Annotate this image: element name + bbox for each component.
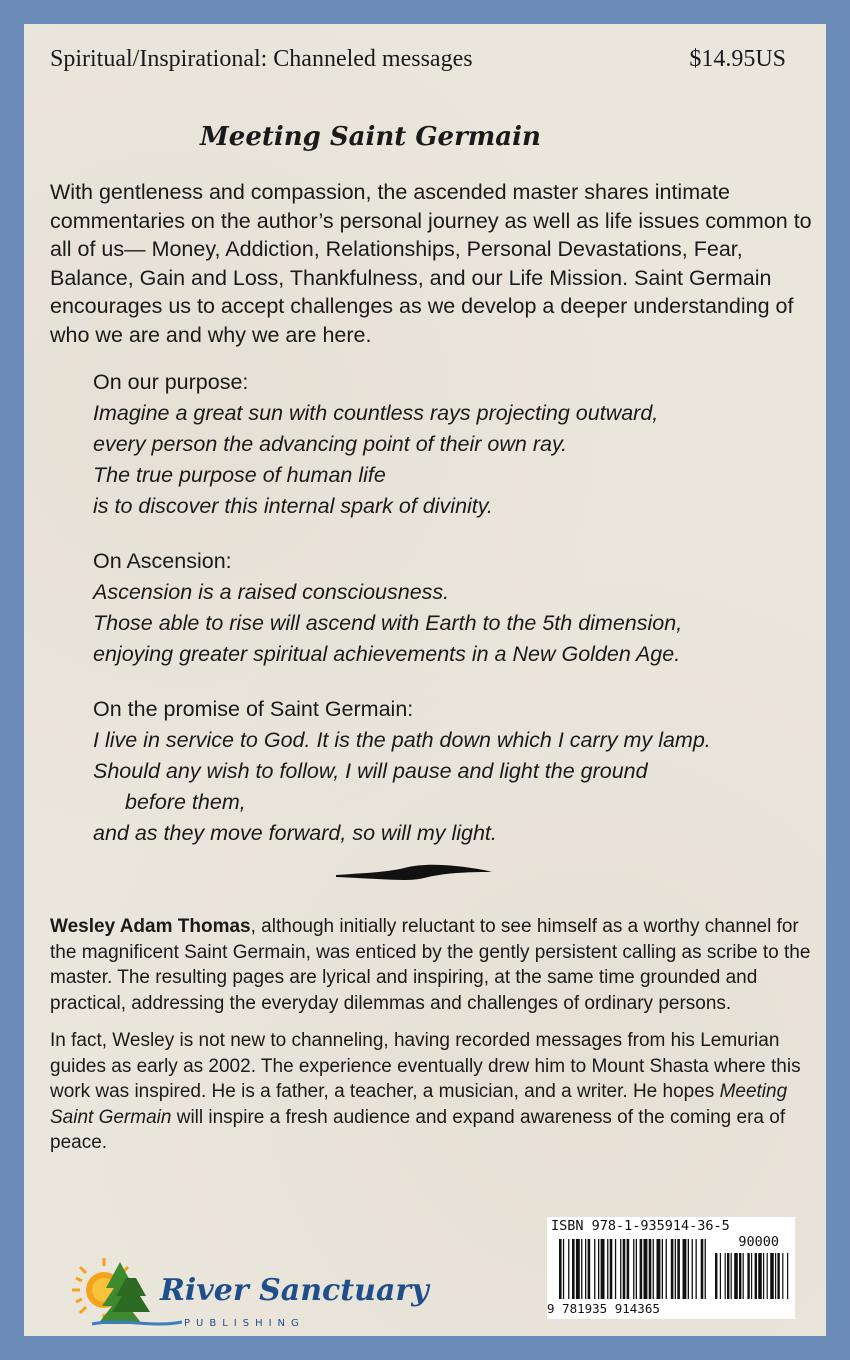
- barcode-bar: [734, 1253, 738, 1299]
- barcode-bar: [568, 1239, 569, 1299]
- barcode-bar: [607, 1239, 608, 1299]
- publisher-name: River Sanctuary: [160, 1273, 429, 1308]
- quote-line: and as they move forward, so will my light.: [93, 821, 497, 845]
- quote-line: The true purpose of human life: [93, 463, 386, 487]
- quote-label: On Ascension:: [93, 549, 232, 573]
- bio-paragraph-1: [50, 914, 820, 1016]
- barcode-bar: [662, 1239, 663, 1299]
- barcode-bar: [758, 1253, 762, 1299]
- barcode-bar: [615, 1239, 616, 1299]
- quote-line: Should any wish to follow, I will pause and light the ground: [93, 759, 648, 783]
- barcode-bar: [782, 1253, 783, 1299]
- river-icon: [92, 1322, 182, 1324]
- bio-text: will inspire a fresh audience and expand awareness of the coming era of peace.: [50, 1106, 786, 1153]
- back-cover: [24, 24, 826, 1336]
- barcode-bar: [633, 1239, 634, 1299]
- quotes-section: [93, 367, 813, 873]
- publisher-logo: [62, 1248, 429, 1338]
- barcode-bar: [692, 1239, 693, 1299]
- quote-line: I live in service to God. It is the path down which I carry my lamp.: [93, 728, 711, 752]
- barcode-bar: [720, 1253, 721, 1299]
- quote-purpose: [93, 367, 813, 522]
- barcode-price-code: 90000: [738, 1234, 779, 1250]
- barcode-bar: [653, 1239, 654, 1299]
- barcode-bar: [787, 1253, 788, 1299]
- barcode-bar: [743, 1253, 744, 1299]
- barcode-bar: [620, 1239, 621, 1299]
- barcode-bar: [731, 1253, 732, 1299]
- barcode-bar: [747, 1253, 749, 1299]
- barcode-bar: [644, 1239, 648, 1299]
- author-bio: [50, 914, 820, 1168]
- barcode-bar: [649, 1239, 652, 1299]
- barcode-bar: [559, 1239, 562, 1299]
- barcode-bar: [671, 1239, 674, 1299]
- barcode-bar: [563, 1239, 564, 1299]
- quote-ascension: [93, 546, 813, 670]
- barcode-bar: [763, 1253, 764, 1299]
- quote-line: every person the advancing point of their own ray.: [93, 432, 568, 456]
- category-label: Spiritual/Inspirational: Channeled messages: [50, 46, 473, 72]
- barcode-digits: 9 781935 914365: [547, 1301, 660, 1316]
- barcode-bar: [610, 1239, 613, 1299]
- bio-text: , although initially reluctant to see himself as a worthy channel for the magnificent Saint Germain, was enticed by the gently persistent calling as scribe to the master. The resulting pages are lyrical and inspiring, at the same time grounded and practical, addressing the everyday dilemmas and challenges of ordinary persons.: [50, 916, 811, 1014]
- barcode-bar: [581, 1239, 582, 1299]
- barcode-bar: [727, 1253, 729, 1299]
- bio-paragraph-2: [50, 1028, 820, 1156]
- quote-line: enjoying greater spiritual achievements in a New Golden Age.: [93, 642, 681, 666]
- barcode-bar: [623, 1239, 626, 1299]
- barcode-bar: [657, 1239, 661, 1299]
- barcode-bar: [588, 1239, 591, 1299]
- quote-label: On our purpose:: [93, 370, 249, 394]
- quote-line: is to discover this internal spark of divinity.: [93, 494, 493, 518]
- barcode-bar: [755, 1253, 757, 1299]
- barcode-bar: [688, 1239, 689, 1299]
- bio-text: In fact, Wesley is not new to channeling, having recorded messages from his Lemurian guides as early as 2002. The experience eventually drew him to Mount Shasta where this work was inspired. He is a father, a teacher, a musician, and a writer. He hopes: [50, 1030, 801, 1102]
- barcode-bar: [767, 1253, 768, 1299]
- quote-label: On the promise of Saint Germain:: [93, 697, 414, 721]
- intro-paragraph: With gentleness and compassion, the ascended master shares intimate commentaries on the author’s personal journey as well as life issues common to all of us— Money, Addiction, Relationships, Personal Devastations, Fear, Balance, Gain and Loss, Thankfulness, and our Life Mission. Saint Germain encourages us to accept challenges as we develop a deeper understanding of who we are and why we are here.: [50, 180, 812, 347]
- barcode-bar: [576, 1239, 580, 1299]
- barcode-bar: [705, 1239, 706, 1299]
- author-name: Wesley Adam Thomas: [50, 916, 251, 937]
- barcode-bar: [594, 1239, 595, 1299]
- barcode-bar: [775, 1253, 776, 1299]
- barcode-bar: [715, 1253, 717, 1299]
- barcode-bar: [677, 1239, 680, 1299]
- barcode-bar: [640, 1239, 643, 1299]
- bio-book-title: Meeting Saint Germain: [50, 1081, 788, 1128]
- barcode-bar: [572, 1239, 575, 1299]
- isbn-number: ISBN 978-1-935914-36-5: [551, 1218, 730, 1234]
- brush-divider: [334, 860, 494, 886]
- barcode-bar: [627, 1239, 630, 1299]
- barcode-bar: [751, 1253, 752, 1299]
- barcode-bar: [585, 1239, 586, 1299]
- price-label: $14.95US: [689, 46, 786, 72]
- quote-line: before them,: [125, 790, 246, 814]
- barcode-bar: [777, 1253, 779, 1299]
- barcode-bar: [701, 1239, 704, 1299]
- quote-promise: [93, 694, 813, 849]
- book-title: Meeting Saint Germain: [200, 122, 541, 152]
- barcode-bar: [725, 1253, 726, 1299]
- barcode-bar: [601, 1239, 605, 1299]
- barcode-bar: [666, 1239, 667, 1299]
- quote-line: Ascension is a raised consciousness.: [93, 580, 450, 604]
- barcode-bar: [770, 1253, 774, 1299]
- barcode-bar: [696, 1239, 697, 1299]
- quote-line: Those able to rise will ascend with Earth to the 5th dimension,: [93, 611, 683, 635]
- barcode-bar: [598, 1239, 599, 1299]
- isbn-barcode: [547, 1217, 795, 1319]
- barcode-bar: [675, 1239, 676, 1299]
- barcode-bar: [683, 1239, 687, 1299]
- quote-line: Imagine a great sun with countless rays projecting outward,: [93, 401, 659, 425]
- publisher-sub: PUBLISHING: [184, 1318, 305, 1329]
- barcode-bar: [636, 1239, 637, 1299]
- barcode-bar: [739, 1253, 741, 1299]
